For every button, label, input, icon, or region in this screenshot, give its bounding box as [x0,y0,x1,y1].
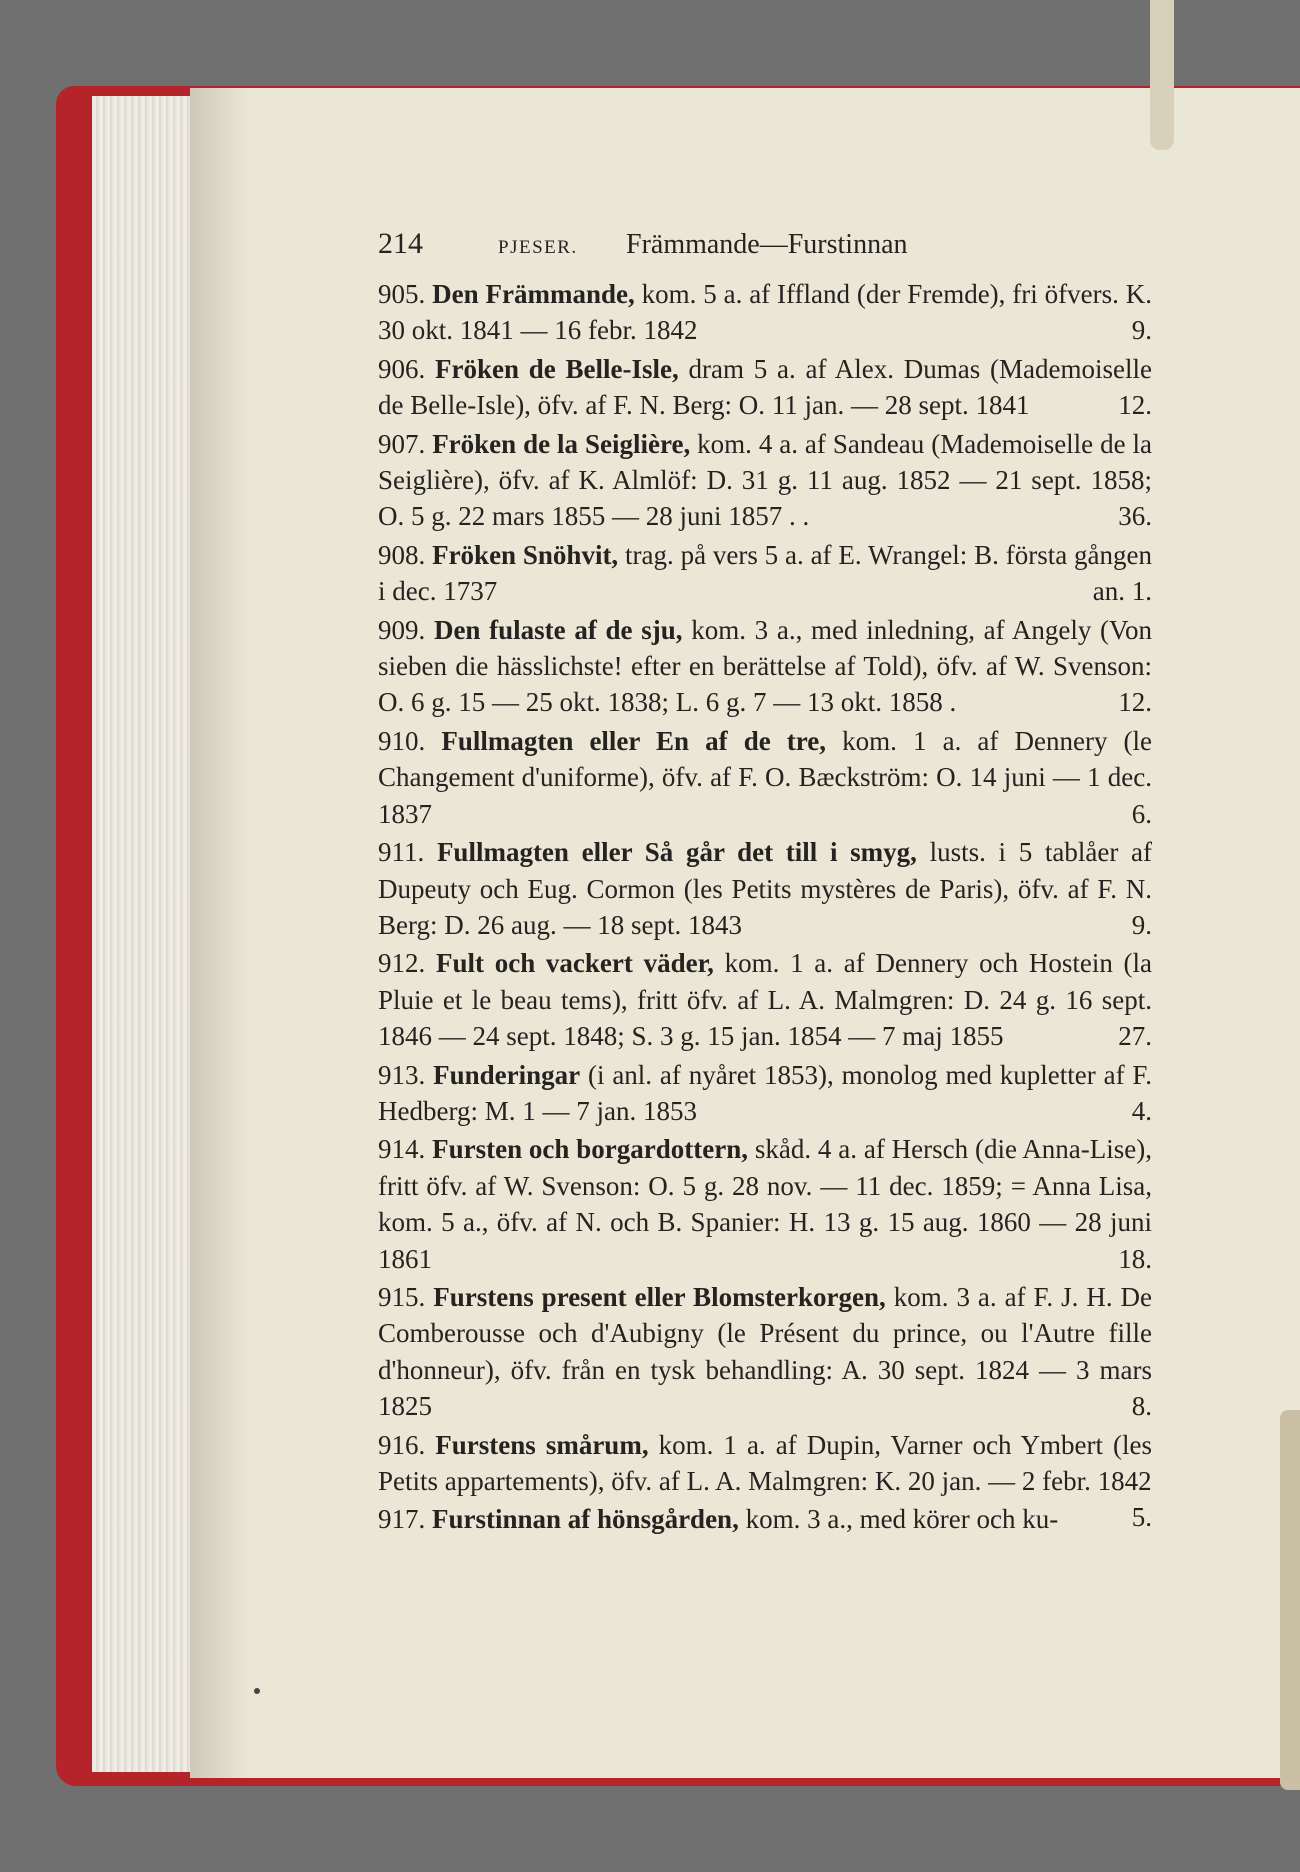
entry-body: (i anl. af nyåret 1853), monolog med kupletter af F. Hedberg: M. 1 — 7 jan. 1853 [378,1059,1153,1126]
entry-title: Fult och vackert väder, [435,948,714,979]
entry-body: trag. på vers 5 a. af E. Wrangel: B. första gången i dec. 1737 [378,539,1152,607]
entry-count: 36. [1118,501,1152,532]
entry-body: kom. 5 a. af Iffland (der Fremde), fri öfvers. K. 30 okt. 1841 — 16 febr. 1842 [378,279,1152,346]
page-number: 214 [378,227,423,260]
entry-number: 905. [378,279,426,309]
entry-body: kom. 3 a., med körer och ku- [745,1504,1059,1535]
entry-count: 12. [1118,390,1152,421]
entry-body: kom. 4 a. af Sandeau (Mademoiselle de la Seiglière), öfv. af K. Almlöf: D. 31 g. 11 aug. 1852 — 21 sept. 1858; O. 5 g. 22 mars 1855 — 28 juni 1857 . . [378,428,1153,532]
page-gutter-shadow [190,88,250,1778]
entry-count: 6. [1131,798,1152,829]
entry-count: 12. [1118,687,1152,718]
entry-count: 4. [1131,1095,1152,1126]
entry-914 [378,1131,1152,1277]
entry-title: Fröken Snöhvit, [432,539,619,570]
entry-number: 914. [378,1134,426,1165]
entry-910 [378,723,1152,832]
entry-907 [378,426,1152,535]
entry-title: Furstens present eller Blomsterkorgen, [433,1281,886,1312]
entry-title: Furstens smårum, [435,1429,649,1460]
entry-body: kom. 1 a. af Dennery (le Changement d'uniforme), öfv. af F. O. Bæckström: O. 14 juni — 1 dec. 1837 [378,725,1153,829]
entry-title: Fursten och borgardottern, [432,1134,748,1165]
entry-title: Funderingar [433,1059,581,1090]
entry-title: Furstinnan af hönsgården, [432,1504,739,1535]
entry-body: dram 5 a. af Alex. Dumas (Mademoiselle de Belle-Isle), öfv. af F. N. Berg: O. 11 jan. — 28 sept. 1841 [378,353,1152,421]
entry-title: Fullmagten eller Så går det till i smyg, [436,837,917,868]
entry-number: 913. [378,1059,426,1090]
entry-count: 8. [1131,1391,1152,1422]
entry-number: 907. [378,428,426,459]
entry-body: kom. 1 a. af Dennery och Hostein (la Pluie et le beau tems), fritt öfv. af L. A. Malmgren: D. 24 g. 16 sept. 1846 — 24 sept. 1848; S. 3 g. 15 jan. 1854 — 7 maj 1855 [378,948,1153,1052]
entry-count: an. 1. [1092,576,1152,607]
entry-body: kom. 1 a. af Dupin, Varner och Ymbert (les Petits appartements), öfv. af L. A. Malmgren: K. 20 jan. — 2 febr. 1842 [378,1429,1153,1496]
entry-number: 909. [378,614,426,645]
entry-count: 5. [1131,1502,1152,1533]
entry-912 [378,945,1152,1054]
entry-number: 906. [378,353,426,384]
entry-number: 915. [378,1281,426,1312]
section-label: PJESER. [498,237,578,258]
page-text [378,226,1152,1540]
bookmark-tab-right [1280,1410,1300,1790]
entry-title: Fröken de Belle-Isle, [435,353,679,384]
entry-905 [378,276,1152,349]
entry-body: kom. 3 a. af F. J. H. De Comberousse och d'Aubigny (le Présent du prince, ou l'Autre fille d'honneur), öfv. från en tysk behandling: A. 30 sept. 1824 — 3 mars 1825 [378,1281,1153,1422]
entry-number: 917. [378,1504,426,1535]
entry-body: kom. 3 a., med inledning, af Angely (Von sieben die hässlichste! efter en berättelse af Told), öfv. af W. Svenson: O. 6 g. 15 — 25 okt. 1838; L. 6 g. 7 — 13 okt. 1858 . [378,614,1153,718]
entry-908 [378,537,1152,610]
entry-count: 18. [1118,1243,1152,1274]
entry-title: Fröken de la Seiglière, [432,428,691,459]
entry-number: 916. [378,1429,426,1460]
entry-number: 911. [378,837,425,868]
entry-number: 912. [378,948,426,979]
entry-909 [378,612,1152,721]
entry-911 [378,834,1152,943]
page-edges [92,96,204,1772]
entry-title: Den Främmande, [432,279,635,309]
entry-body: lusts. i 5 tablåer af Dupeuty och Eug. Cormon (les Petits mystères de Paris), öfv. af F. N. Berg: D. 26 aug. — 18 sept. 1843 [378,837,1153,940]
entry-title: Den fulaste af de sju, [433,614,683,645]
entry-count: 27. [1118,1021,1152,1052]
bookmark-tab-top [1150,0,1174,150]
entry-title: Fullmagten eller En af de tre, [441,725,827,756]
header-range: Främmande—Furstinnan [626,229,908,260]
entry-count: 9. [1131,315,1152,346]
running-header [378,226,1152,276]
entry-906 [378,351,1152,424]
entry-917 [378,1501,1152,1537]
entry-body: skåd. 4 a. af Hersch (die Anna-Lise), fritt öfv. af W. Svenson: O. 5 g. 28 nov. — 11 dec. 1859; = Anna Lisa, kom. 5 a., öfv. af N. och B. Spanier: H. 13 g. 15 aug. 1860 — 28 juni 1861 [378,1134,1152,1274]
ink-spot [254,1688,260,1694]
entry-913 [378,1057,1152,1130]
entry-number: 908. [378,539,426,570]
entry-count: 9. [1131,909,1152,940]
entry-915 [378,1279,1152,1425]
entry-number: 910. [378,725,426,756]
